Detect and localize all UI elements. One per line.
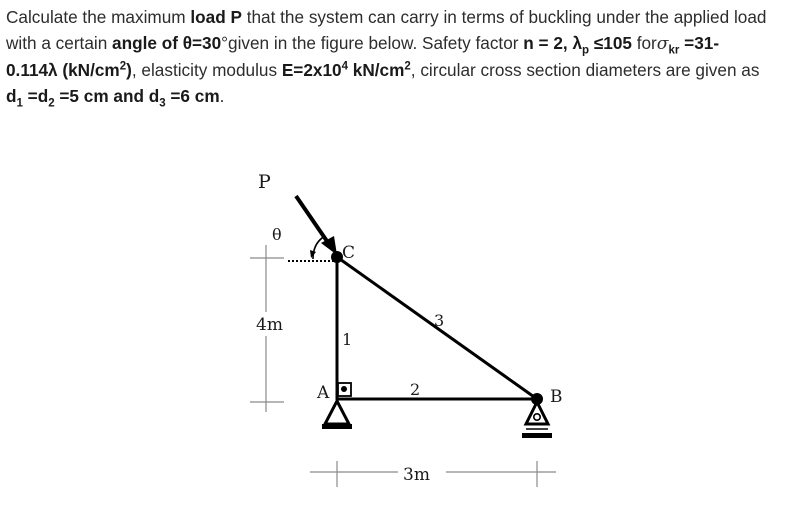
subscript: 1 [16,97,23,110]
label-member-1: 1 [342,330,353,349]
label-member-2: 2 [410,380,421,399]
bold-diameter: d [6,86,17,106]
text: given in the figure below. Safety factor [228,33,524,53]
superscript: 2 [404,60,411,73]
text: with a certain [6,33,113,53]
bold-safety: n = 2, λ [523,33,583,53]
dimension-width [310,461,556,487]
text: for [631,33,657,53]
bold-diameter: =5 cm and d [54,86,160,106]
label-c: C [342,243,356,263]
bold-formula: 0.114λ (kN/cm [6,60,120,80]
degree-symbol: ° [221,33,229,53]
sigma-symbol: σ [656,34,669,54]
text: , elasticity modulus [131,60,282,80]
subscript: p [582,44,590,57]
bold-limit: ≤105 [589,33,632,53]
text: , circular cross section diameters are given as [410,60,760,80]
label-p: P [258,171,271,193]
bold-modulus: E=2x10 [281,60,342,80]
angle-arc [313,236,325,259]
bold-diameter: =6 cm [165,86,220,106]
text: . [219,86,225,106]
bold-formula: =31- [679,33,720,53]
load-arrow [296,196,337,255]
subscript: kr [668,44,680,57]
bold-modulus: kN/cm [348,60,405,80]
text: Calculate the maximum [6,7,191,27]
bold-formula: ) [126,60,132,80]
subscript: 3 [159,97,166,110]
label-b: B [550,387,563,407]
superscript: 2 [119,60,127,73]
text: that the system can carry in terms of buckling under the applied load [241,7,767,27]
bold-load-p: load P [190,7,242,27]
label-member-3: 3 [434,311,445,330]
label-a: A [317,383,330,403]
label-theta: θ [272,225,282,244]
subscript: 2 [48,97,55,110]
label-height: 4m [256,315,283,335]
superscript: 4 [341,60,348,73]
bold-diameter: =d [22,86,49,106]
label-width: 3m [403,465,430,485]
bold-angle: angle of θ=30 [112,33,222,53]
